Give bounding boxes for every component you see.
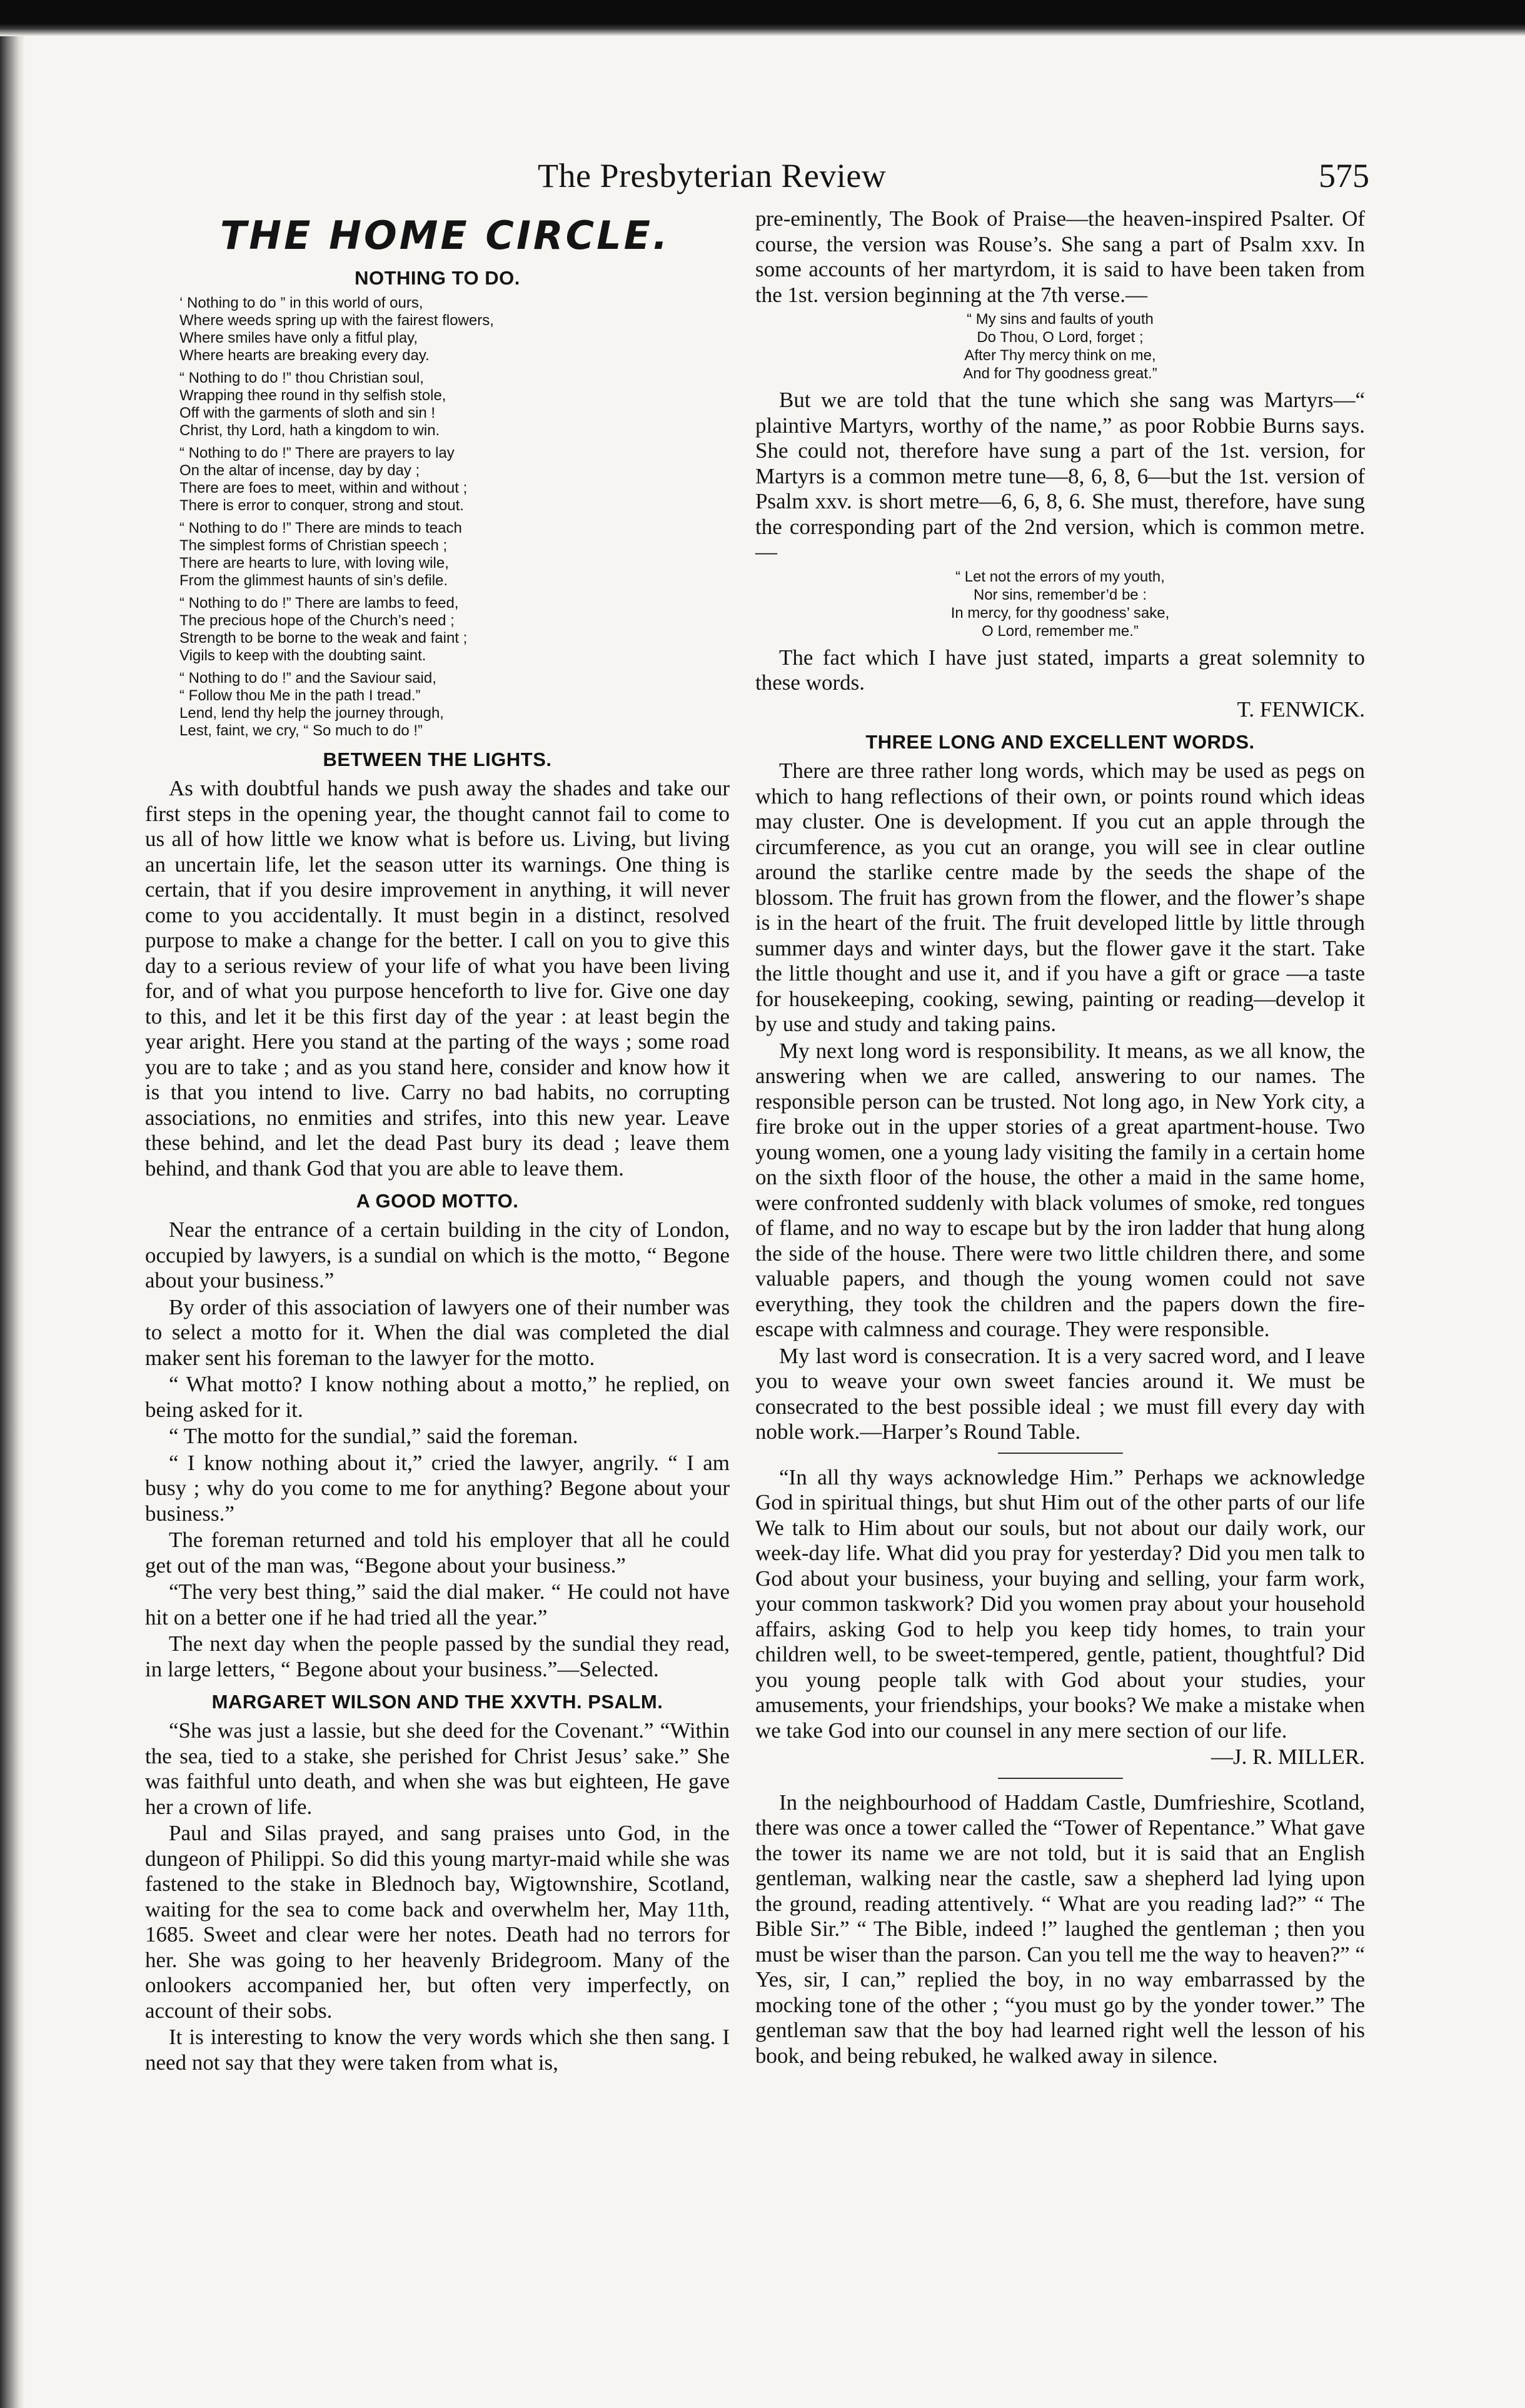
section-masthead: THE HOME CIRCLE. — [220, 213, 670, 258]
scan-top-edge — [0, 0, 1525, 36]
paragraph: The next day when the people passed by the sundial they read, in large letters, “ Begone about your business.”—Selected. — [145, 1631, 730, 1681]
author-signature: —J. R. MILLER. — [1211, 1745, 1365, 1769]
paragraph: “ What motto? I know nothing about a motto,” he replied, on being asked for it. — [145, 1372, 730, 1422]
paragraph: “The very best thing,” said the dial maker. “ He could not have hit on a better one if he had tried all the year.” — [145, 1579, 730, 1630]
paragraph: “ I know nothing about it,” cried the lawyer, angrily. “ I am busy ; why do you come to me for anything? Begone about your business.” — [145, 1450, 730, 1526]
paragraph: But we are told that the tune which she sang was Martyrs—“ plaintive Martyrs, worthy of the name,” as poor Robbie Burns says. She could not, therefore have sung a part of the 1st. version, for Martyrs is a common metre tune—8, 6, 8, 6—but the 1st. version of Psalm xxv. is short metre—6, 6, 8, 6. She must, therefore, have sung the corresponding part of the 2nd version, which is common metre.— — [755, 388, 1365, 564]
paragraph: There are three rather long words, which may be used as pegs on which to hang reflections of their own, or points round which ideas may cluster. One is development. If you cut an apple through the circumference, as you cut an orange, you will see in clear outline around the starlike centre made by the seeds the shape of the blossom. The fruit has grown from the flower, and the flower’s shape is in the heart of the fruit. The fruit developed little by little through summer days and winter days, but the flower gave it the start. Take the little thought and use it, and if you have a gift or grace —a taste for housekeeping, cooking, sewing, painting or reading—develop it by use and study and taking pains. — [755, 758, 1365, 1036]
paragraph: In the neighbourhood of Haddam Castle, Dumfrieshire, Scotland, there was once a tower called the “Tower of Repentance.” What gave the tower its name we are not told, but it is said that an English gentleman, walking near the castle, saw a shepherd lad lying upon the ground, reading attentively. “ What are you reading lad?” “ The Bible Sir.” “ The Bible, indeed !” laughed the gentleman ; then you must be wiser than the parson. Can you tell me the way to heaven?” “ Yes, sir, I can,” replied the boy, in no way embarrassed by the mocking tone of the other ; “you must go by the yonder tower.” The gentleman saw that the boy had learned right well the lesson of his book, and being rebuked, he walked away in silence. — [755, 1790, 1365, 2068]
page-number: 575 — [1319, 157, 1369, 194]
article-all-thy-ways — [755, 1465, 1365, 1770]
article-title-three-words: THREE LONG AND EXCELLENT WORDS. — [865, 731, 1255, 753]
author-signature: T. FENWICK. — [1237, 697, 1365, 722]
paragraph: It is interesting to know the very words which she then sang. I need not say that they were taken from what is, — [145, 2025, 730, 2075]
paragraph: My next long word is responsibility. It means, as we all know, the answering when we are called, answering to our names. The responsible person can be trusted. Not long ago, in New York city, a fire broke out in the upper stories of a great apartment-house. Two young women, one a young lady visiting the family in a certain home on the sixth floor of the house, the other a maid in the same home, were confronted suddenly with black volumes of smoke, red tongues of flame, and no way to escape but by the iron ladder that hung along the side of the house. There were two little children there, and some valuable papers, and though the young women could not save everything, they took the children and the papers down the fire-escape with calmness and courage. They were responsible. — [755, 1038, 1365, 1341]
article-margaret-wilson — [145, 1718, 730, 2075]
paragraph: pre-eminently, The Book of Praise—the heaven-inspired Psalter. Of course, the version was Rouse’s. She sang a part of Psalm xxv. In some accounts of her martyrdom, it is said to have been taken from the 1st. version beginning at the 7th verse.— — [755, 206, 1365, 307]
paragraph: By order of this association of lawyers one of their number was to select a motto for it. When the dial was completed the dial maker sent his foreman to the lawyer for the motto. — [145, 1294, 730, 1370]
paragraph: As with doubtful hands we push away the shades and take our first steps in the opening year, the thought cannot fail to come to us all of how little we know what is before us. Living, but living an uncertain life, let the season utter its warnings. One thing is certain, that if you desire improvement in anything, it will never come to you accidentally. It must begin in a distinct, resolved purpose to make a change for the better. I call on you to give this day to a serious review of your life of what you have been living for, and of what you purpose henceforth to live for. Give one day to this, and let it be this first day of the year : at least begin the year aright. Here you stand at the parting of the ways ; some road you are to take ; and as you stand here, consider and know how it is that you intend to live. Carry no bad habits, no corrupting associations, no enmities and strifes, into this new year. Leave these behind, and let the dead Past bury its dead ; leave them behind, and thank God that you are able to leave them. — [145, 776, 730, 1181]
paragraph: “She was just a lassie, but she deed for the Covenant.” “Within the sea, tied to a stake, she perished for Christ Jesus’ sake.” She was faithful unto death, and when she was but eighteen, He gave her a crown of life. — [145, 1718, 730, 1819]
paragraph: My last word is consecration. It is a very sacred word, and I leave you to weave your own sweet fancies around it. We must be consecrated to the best possible ideal ; we must fill every day with noble work.—Harper’s Round Table. — [755, 1343, 1365, 1444]
section-divider — [998, 1453, 1123, 1454]
poem-title: NOTHING TO DO. — [355, 267, 520, 289]
poem-stanza: “ Nothing to do !” and the Saviour said, “ Follow thou Me in the path I tread.” Lend, lend thy help the journey through, Lest, faint, we cry, “ So much to do !” — [179, 670, 444, 739]
page-header — [538, 156, 1369, 200]
paragraph: Paul and Silas prayed, and sang praises unto God, in the dungeon of Philippi. So did this young martyr-maid while she was fastened to the stake in Blednoch bay, Wigtownshire, Scotland, waiting for the sea to come back and overwhelm her, May 11th, 1685. Sweet and clear were her notes. Death had no terrors for her. She was going to her heavenly Bridegroom. Many of the onlookers accompanied her, but often very imperfectly, on account of their sobs. — [145, 1821, 730, 2023]
paragraph: “In all thy ways acknowledge Him.” Perhaps we acknowledge God in spiritual things, but shut Him out of the other parts of our life We talk to Him about our souls, but not about our daily work, our week-day life. What did you pray for yesterday? Did you men talk to God about your business, your buying and selling, your farm work, your common taskwork? Did you women pray about your household affairs, asking God to help you keep tidy homes, to train your children well, to be sweet-tempered, gentle, patient, thoughtful? Did you young people talk with God about your studies, your amusements, your friendships, your books? We make a mistake when we take God into our counsel in any mere section of our life. — [755, 1464, 1365, 1743]
paragraph: Near the entrance of a certain building in the city of London, occupied by lawyers, is a sundial on which is the motto, “ Begone about your business.” — [145, 1217, 730, 1292]
section-divider — [998, 1778, 1123, 1779]
poem — [179, 295, 730, 740]
running-title: The Presbyterian Review — [538, 157, 887, 194]
article-title-good-motto: A GOOD MOTTO. — [356, 1190, 519, 1212]
article-between-lights — [145, 776, 730, 1181]
psalm-verse: “ My sins and faults of youth Do Thou, O Lord, forget ; After Thy mercy think on me, And for Thy goodness great.” — [963, 311, 1157, 382]
poem-stanza: “ Nothing to do !” There are minds to teach The simplest forms of Christian speech ; There are hearts to lure, with loving wile, From the glimmest haunts of sin’s defile. — [179, 520, 462, 589]
article-good-motto — [145, 1217, 730, 1682]
poem-stanza: ‘ Nothing to do ” in this world of ours, Where weeds spring up with the fairest flowers, Where smiles have only a fitful play, Where hearts are breaking every day. — [179, 295, 494, 364]
article-title-between-lights: BETWEEN THE LIGHTS. — [323, 748, 552, 770]
paragraph: The foreman returned and told his employer that all he could get out of the man was, “Begone about your business.” — [145, 1528, 730, 1578]
poem-stanza: “ Nothing to do !” There are lambs to feed, The precious hope of the Church’s need ; Strength to be borne to the weak and faint ; Vigils to keep with the doubting saint. — [179, 595, 468, 664]
poem-stanza: “ Nothing to do !” thou Christian soul, Wrapping thee round in thy selfish stole, Off with the garments of sloth and sin ! Christ, thy Lord, hath a kingdom to win. — [179, 370, 446, 439]
scan-left-edge — [0, 36, 25, 2408]
paragraph: “ The motto for the sundial,” said the foreman. — [169, 1424, 578, 1448]
psalm-verse: “ Let not the errors of my youth, Nor sins, remember’d be : In mercy, for thy goodness’ sake, O Lord, remember me.” — [950, 568, 1170, 640]
poem-stanza: “ Nothing to do !” There are prayers to lay On the altar of incense, day by day ; There are foes to meet, within and without ; There is error to conquer, strong and stout. — [179, 445, 468, 514]
right-column — [755, 206, 1365, 2070]
left-column — [145, 206, 730, 2077]
article-tower-of-repentance — [755, 1790, 1365, 2069]
paragraph: The fact which I have just stated, imparts a great solemnity to these words. — [755, 645, 1365, 695]
article-three-words — [755, 758, 1365, 1445]
article-margaret-wilson-continued — [755, 206, 1365, 722]
article-title-margaret-wilson: MARGARET WILSON AND THE XXVTH. PSALM. — [211, 1691, 663, 1713]
